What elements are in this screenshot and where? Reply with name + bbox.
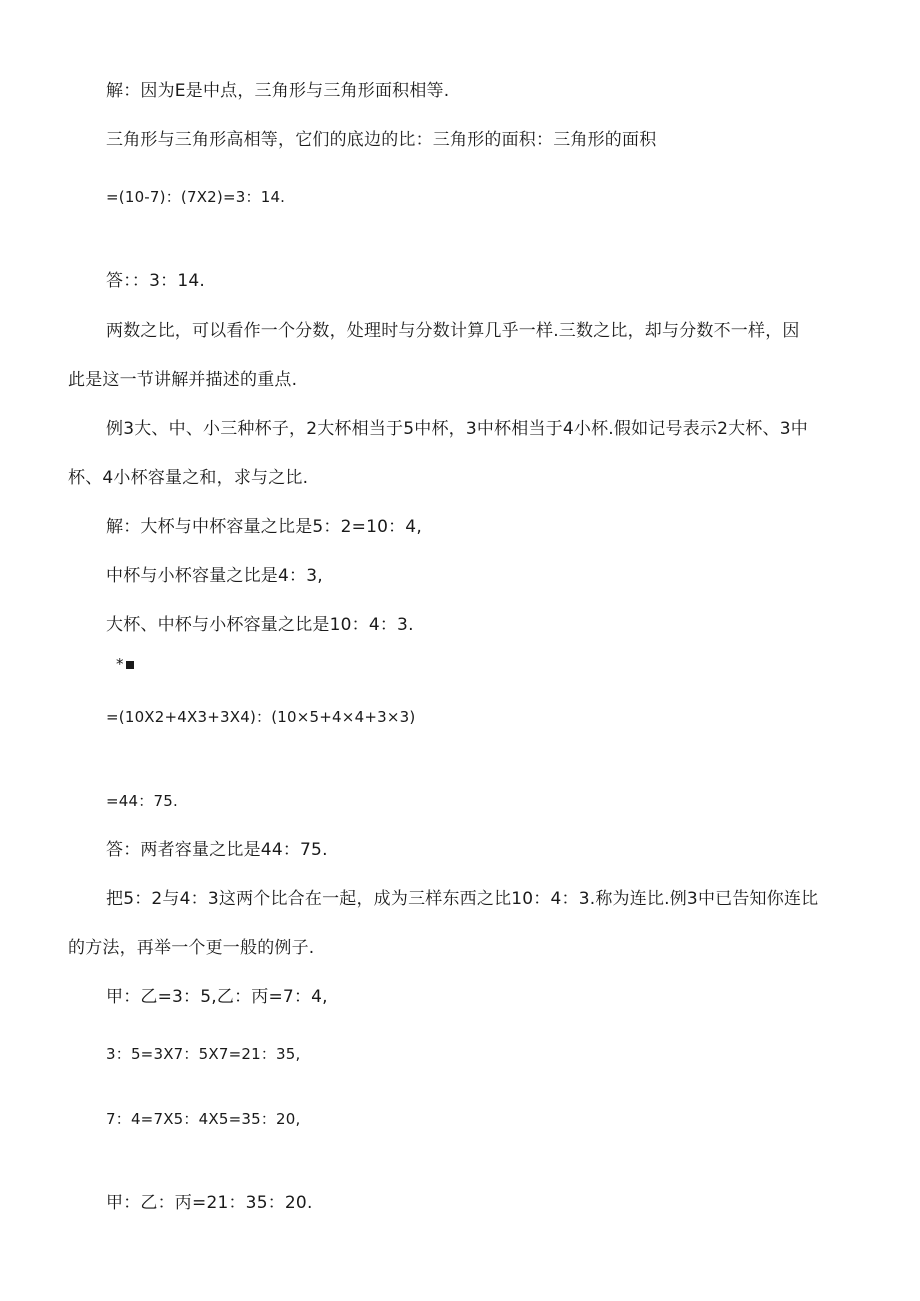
paragraph-line-3: 把5：2与4：3这两个比合在一起，成为三样东西之比10：4：3.称为连比.例3中已告知你连比 [106, 889, 819, 909]
solution-line-3: 解：大杯与中杯容量之比是5：2=10：4, [106, 517, 422, 537]
solution-line-2: 三角形与三角形高相等，它们的底边的比：三角形的面积：三角形的面积 [106, 130, 657, 150]
equation-line-2: =(10X2+4X3+3X4)：(10×5+4×4+3×3) [106, 708, 416, 726]
solution-line-4: 中杯与小杯容量之比是4：3, [106, 566, 323, 586]
footnote-mark [116, 654, 134, 674]
ratio-line-1: 甲：乙=3：5,乙：丙=7：4, [106, 987, 328, 1007]
paragraph-line-2: 此是这一节讲解并描述的重点. [68, 370, 298, 390]
ratio-line-4: 甲：乙：丙=21：35：20. [106, 1193, 313, 1213]
example-line-2: 杯、4小杯容量之和，求与之比. [68, 468, 309, 488]
ratio-line-2: 3：5=3X7：5X7=21：35, [106, 1045, 301, 1063]
ratio-line-3: 7：4=7X5：4X5=35：20, [106, 1110, 301, 1128]
solution-line-5: 大杯、中杯与小杯容量之比是10：4：3. [106, 615, 414, 635]
answer-line-2: 答：两者容量之比是44：75. [106, 840, 328, 860]
equation-line-1: =(10-7)：(7X2)=3：14. [106, 188, 286, 206]
example-line-1: 例3大、中、小三种杯子，2大杯相当于5中杯，3中杯相当于4小杯.假如记号表示2大杯、3中 [106, 419, 808, 439]
equation-line-3: =44：75. [106, 792, 178, 810]
answer-line-1: 答：：3：14. [106, 271, 205, 291]
solution-line-1: 解：因为E是中点，三角形与三角形面积相等. [106, 81, 450, 101]
square-bullet-icon [126, 661, 134, 669]
paragraph-line-4: 的方法，再举一个更一般的例子. [68, 938, 315, 958]
paragraph-line-1: 两数之比，可以看作一个分数，处理时与分数计算几乎一样.三数之比，却与分数不一样，因 [106, 321, 800, 341]
asterisk-mark: * [116, 655, 124, 673]
